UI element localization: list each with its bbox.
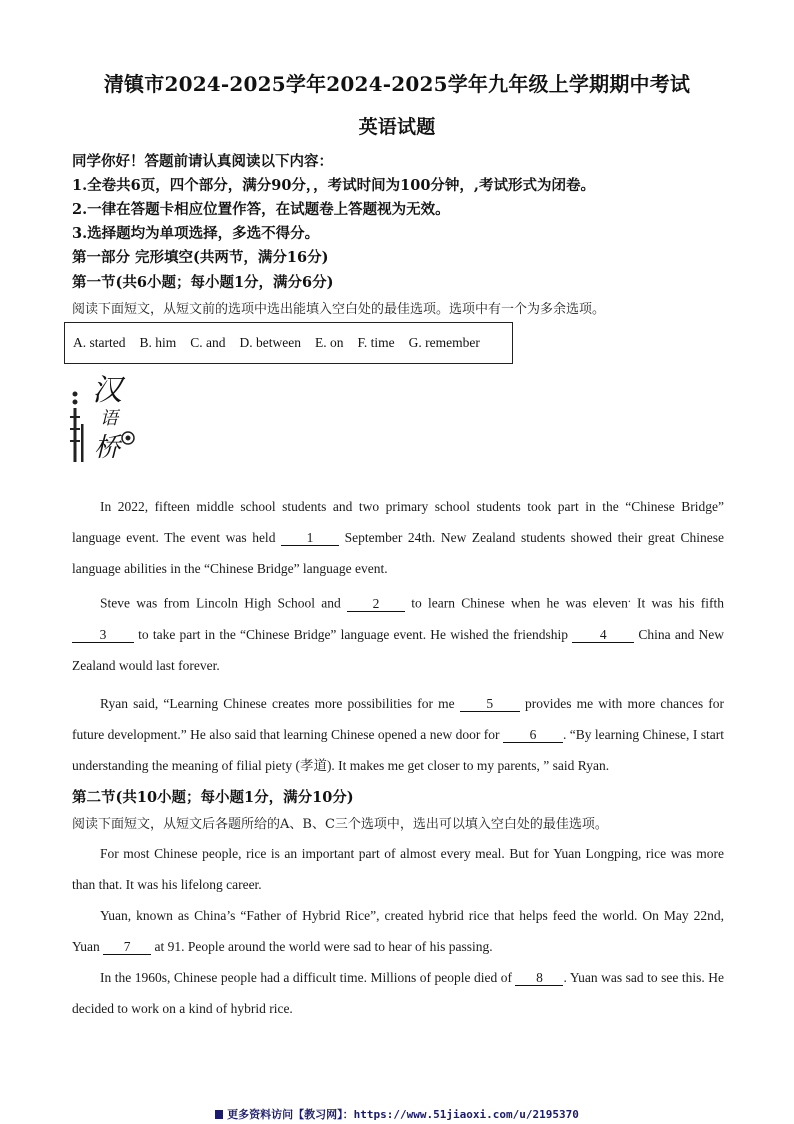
option-f: F. time (357, 335, 395, 350)
option-d: D. between (239, 335, 301, 350)
logo-char-1: 汉 (92, 373, 122, 408)
passage2-paragraph1: For most Chinese people, rice is an important part of almost every meal. But for Yuan Longping, rice was more than that. It was his lifelong career. (72, 846, 724, 892)
blank-5: 5 (460, 697, 520, 712)
section1-direction: 阅读下面短文，从短文前的选项中选出能填入空白处的最佳选项。选项中有一个为多余选项。 (72, 302, 606, 317)
part1-heading: 第一部分 完形填空(共两节，满分16分) (72, 249, 329, 266)
passage1-paragraph1: In 2022, fifteen middle school students and two primary school students took part in the “Chinese Bridge” language event. The event was held 1 September 24th. New Zealand students showed their great Chinese language abilities in the “Chinese Bridge” language event. (72, 499, 724, 576)
blank-7: 7 (103, 940, 151, 955)
instruction-item-2: 2.一律在答题卡相应位置作答，在试题卷上答题视为无效。 (72, 201, 450, 218)
logo-char-3: 桥 (94, 433, 121, 463)
blank-1: 1 (281, 531, 339, 546)
section2-direction: 阅读下面短文，从短文后各题所给的A、B、C三个选项中，选出可以填入空白处的最佳选项。 (72, 817, 608, 832)
blank-2: 2 (347, 597, 405, 612)
blank-8: 8 (515, 971, 563, 986)
blank-4: 4 (572, 628, 634, 643)
option-g: G. remember (408, 335, 480, 350)
passage1-paragraph3: Ryan said, “Learning Chinese creates more possibilities for me 5 provides me with more chances for future development.” He also said that learning Chinese opened a new door for 6 . “By learning Chinese, I start understanding the meaning of filial piety (孝道). It makes me get closer to my parents, ” said Ryan. (72, 696, 724, 773)
blank-6: 6 (503, 728, 563, 743)
option-c: C. and (190, 335, 226, 350)
options-box (64, 322, 513, 364)
footer-link[interactable] (0, 1106, 794, 1122)
exam-subtitle: 英语试题 (358, 116, 436, 138)
passage2-paragraph2: Yuan, known as China’s “Father of Hybrid Rice”, created hybrid rice that helps feed the world. On May 22nd, Yuan 7 at 91. People around the world were sad to hear of his passing. (72, 908, 724, 954)
chinese-bridge-logo (68, 366, 138, 466)
blank-3: 3 (72, 628, 134, 643)
instructions-greeting: 同学你好！答题前请认真阅读以下内容： (72, 153, 333, 170)
footer-text: 更多资料访问【教习网】：https://www.51jiaoxi.com/u/2195370 (227, 1108, 579, 1121)
option-b: B. him (139, 335, 177, 350)
option-e: E. on (314, 335, 344, 350)
option-a: A. started (73, 335, 126, 350)
instruction-item-1: 1.全卷共6页，四个部分，满分90分，，考试时间为100分钟，,考试形式为闭卷。 (72, 177, 595, 194)
passage2-paragraph3: In the 1960s, Chinese people had a difficult time. Millions of people died of 8 . Yuan was sad to see this. He decided to work on a kind of hybrid rice. (72, 970, 724, 1016)
exam-title: 清镇市2024-2025学年2024-2025学年九年级上学期期中考试 (103, 72, 691, 96)
instruction-item-3: 3.选择题均为单项选择，多选不得分。 (72, 225, 320, 242)
passage1-paragraph2: Steve was from Lincoln High School and 2 to learn Chinese when he was eleven. It was his fifth 3 to take part in the “Chinese Bridge” language event. He wished the friendship 4 China and New Zealand would last forever. (72, 593, 724, 673)
flag-icon (215, 1110, 223, 1119)
section1-heading: 第一节(共6小题；每小题1分，满分6分) (72, 274, 334, 291)
logo-char-2: 语 (100, 408, 118, 429)
section2-heading: 第二节(共10小题；每小题1分，满分10分) (72, 789, 354, 806)
